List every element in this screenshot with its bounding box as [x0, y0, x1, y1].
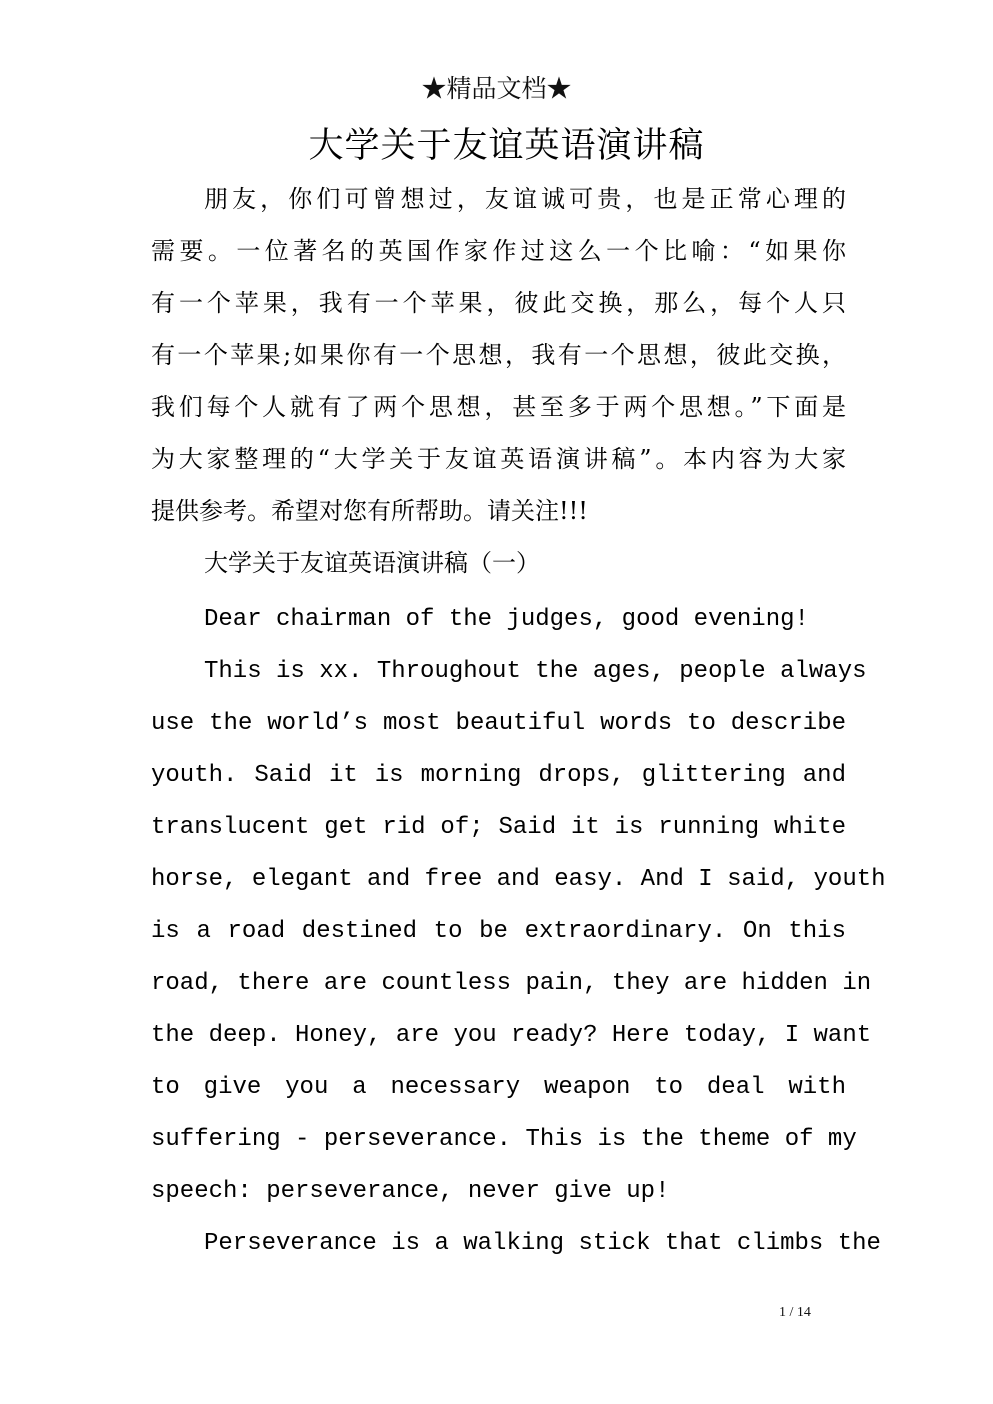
body-line: youth. Said it is morning drops, glittering and [151, 762, 846, 789]
body-line: horse, elegant and free and easy. And I said, youth [151, 866, 886, 893]
page-number: 1 / 14 [779, 1305, 811, 1320]
body-line: suffering - perseverance. This is the theme of my [151, 1126, 857, 1153]
intro-line: 我们每个人就有了两个思想，甚至多于两个思想。”下面是 [151, 393, 846, 421]
body-line: to give you a necessary weapon to deal with [151, 1074, 846, 1101]
body-line: This is xx. Throughout the ages, people always [204, 658, 867, 685]
body-line: is a road destined to be extraordinary. On this [151, 918, 846, 945]
section-heading: 大学关于友谊英语演讲稿（一） [204, 549, 540, 577]
intro-line: 有一个苹果;如果你有一个思想，我有一个思想，彼此交换， [151, 341, 846, 369]
intro-line: 为大家整理的“大学关于友谊英语演讲稿”。本内容为大家 [151, 445, 846, 473]
intro-line: 朋友，你们可曾想过，友谊诚可贵，也是正常心理的 [204, 185, 846, 213]
body-line: speech: perseverance, never give up! [151, 1178, 670, 1205]
body-line: road, there are countless pain, they are hidden in [151, 970, 872, 997]
intro-line: 需要。一位著名的英国作家作过这么一个比喻：“如果你 [151, 237, 846, 265]
document-title: 大学关于友谊英语演讲稿 [308, 126, 705, 166]
paragraph-line: Perseverance is a walking stick that climbs the [204, 1230, 881, 1257]
header-mark: ★精品文档★ [421, 74, 572, 103]
intro-line: 有一个苹果，我有一个苹果，彼此交换，那么，每个人只 [151, 289, 846, 317]
body-line: use the world’s most beautiful words to describe [151, 710, 846, 737]
intro-line: 提供参考。希望对您有所帮助。请关注!!! [151, 497, 588, 525]
body-line: the deep. Honey, are you ready? Here today, I want [151, 1022, 872, 1049]
greeting-line: Dear chairman of the judges, good evening! [204, 606, 809, 633]
body-line: translucent get rid of; Said it is running white [151, 814, 846, 841]
